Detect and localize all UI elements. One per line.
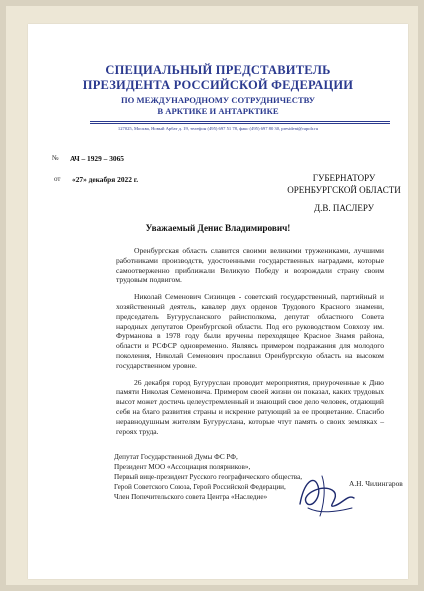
body-paragraph-1: Оренбургская область славится своими великими тружениками, лучшими работниками производств, удостоенными государственных наградами, которые самоотверженно приближали Великую Победу и возрождали страну своим трудовым подвигом. (116, 246, 384, 285)
letterhead-title-line1: СПЕЦИАЛЬНЫЙ ПРЕДСТАВИТЕЛЬ (105, 63, 331, 77)
handwritten-signature (292, 464, 362, 522)
body-paragraph-2: Николай Семенович Сизинцев - советский государственный, партийный и хозяйственный деятель, кавалер двух орденов Трудового Красного знамени, председатель Бугурусланского райисполкома, депутат областного Совета народных депутатов Оренбургской области. Под его руководством Совхозу им. Фурманова в 1978 году были вручены переходящее Красное Знамя района, области и РСФСР одновременно. Являясь примером подражания для молодого поколения, Николай Семенович прославил Оренбургскую область на высоком государственном уровне. (116, 292, 384, 370)
document-frame (6, 6, 418, 585)
addressee-block (264, 172, 424, 214)
addressee-name: Д.В. ПАСЛЕРУ (314, 203, 374, 213)
signatory-title-1: Депутат Государственной Думы ФС РФ, (114, 453, 238, 461)
addressee-title: ГУБЕРНАТОРУ (312, 173, 376, 183)
reference-number: АЧ – 1929 – 3065 (70, 154, 124, 163)
signatory-titles (114, 452, 314, 502)
reference-date-label: от (54, 175, 61, 183)
body-paragraph-3: 26 декабря город Бугуруслан проводит мероприятия, приуроченные к Дню памяти Николая Семеновича. Примером своей жизни он показал, каких трудовых высот может достичь целеустремленный и знающий свое дело человек, отдающий себя на благо развития страны и искренне ратующий за ее процветание. Спасибо неравнодушным жителям Бугуруслана, которые чтут память о своих земляках – героях труда. (116, 377, 384, 436)
letterhead-divider (90, 121, 390, 122)
letterhead-subtitle-line1: ПО МЕЖДУНАРОДНОМУ СОТРУДНИЧЕСТВУ (120, 95, 316, 105)
signatory-title-2: Президент МОО «Ассоциация полярников», (114, 463, 251, 471)
greeting: Уважаемый Денис Владимирович! (145, 223, 291, 233)
signatory-title-5: Член Попечительского совета Центра «Наследие» (114, 493, 268, 501)
signatory-name: А.Н. Чилингаров (349, 479, 403, 488)
letterhead-contacts: 127025, Москва, Новый Арбат д. 19, телефон (495) 697 51 78, факс (495) 697 80 30, president@rapolr.ru (117, 126, 319, 131)
letter-body (116, 246, 384, 443)
signatory-title-4: Герой Советского Союза, Герой Российской Федерации, (114, 483, 286, 491)
addressee-region: ОРЕНБУРГСКОЙ ОБЛАСТИ (287, 185, 401, 195)
reference-number-label: № (52, 154, 59, 162)
letterhead-divider-thin (90, 123, 390, 124)
reference-date: «27» декабря 2022 г. (72, 175, 139, 184)
letterhead-title-line2: ПРЕЗИДЕНТА РОССИЙСКОЙ ФЕДЕРАЦИИ (82, 78, 354, 92)
letter-page (28, 24, 408, 579)
signatory-title-3: Первый вице-президент Русского географического общества, (114, 473, 303, 481)
letterhead-subtitle-line2: В АРКТИКЕ И АНТАРКТИКЕ (157, 106, 279, 116)
